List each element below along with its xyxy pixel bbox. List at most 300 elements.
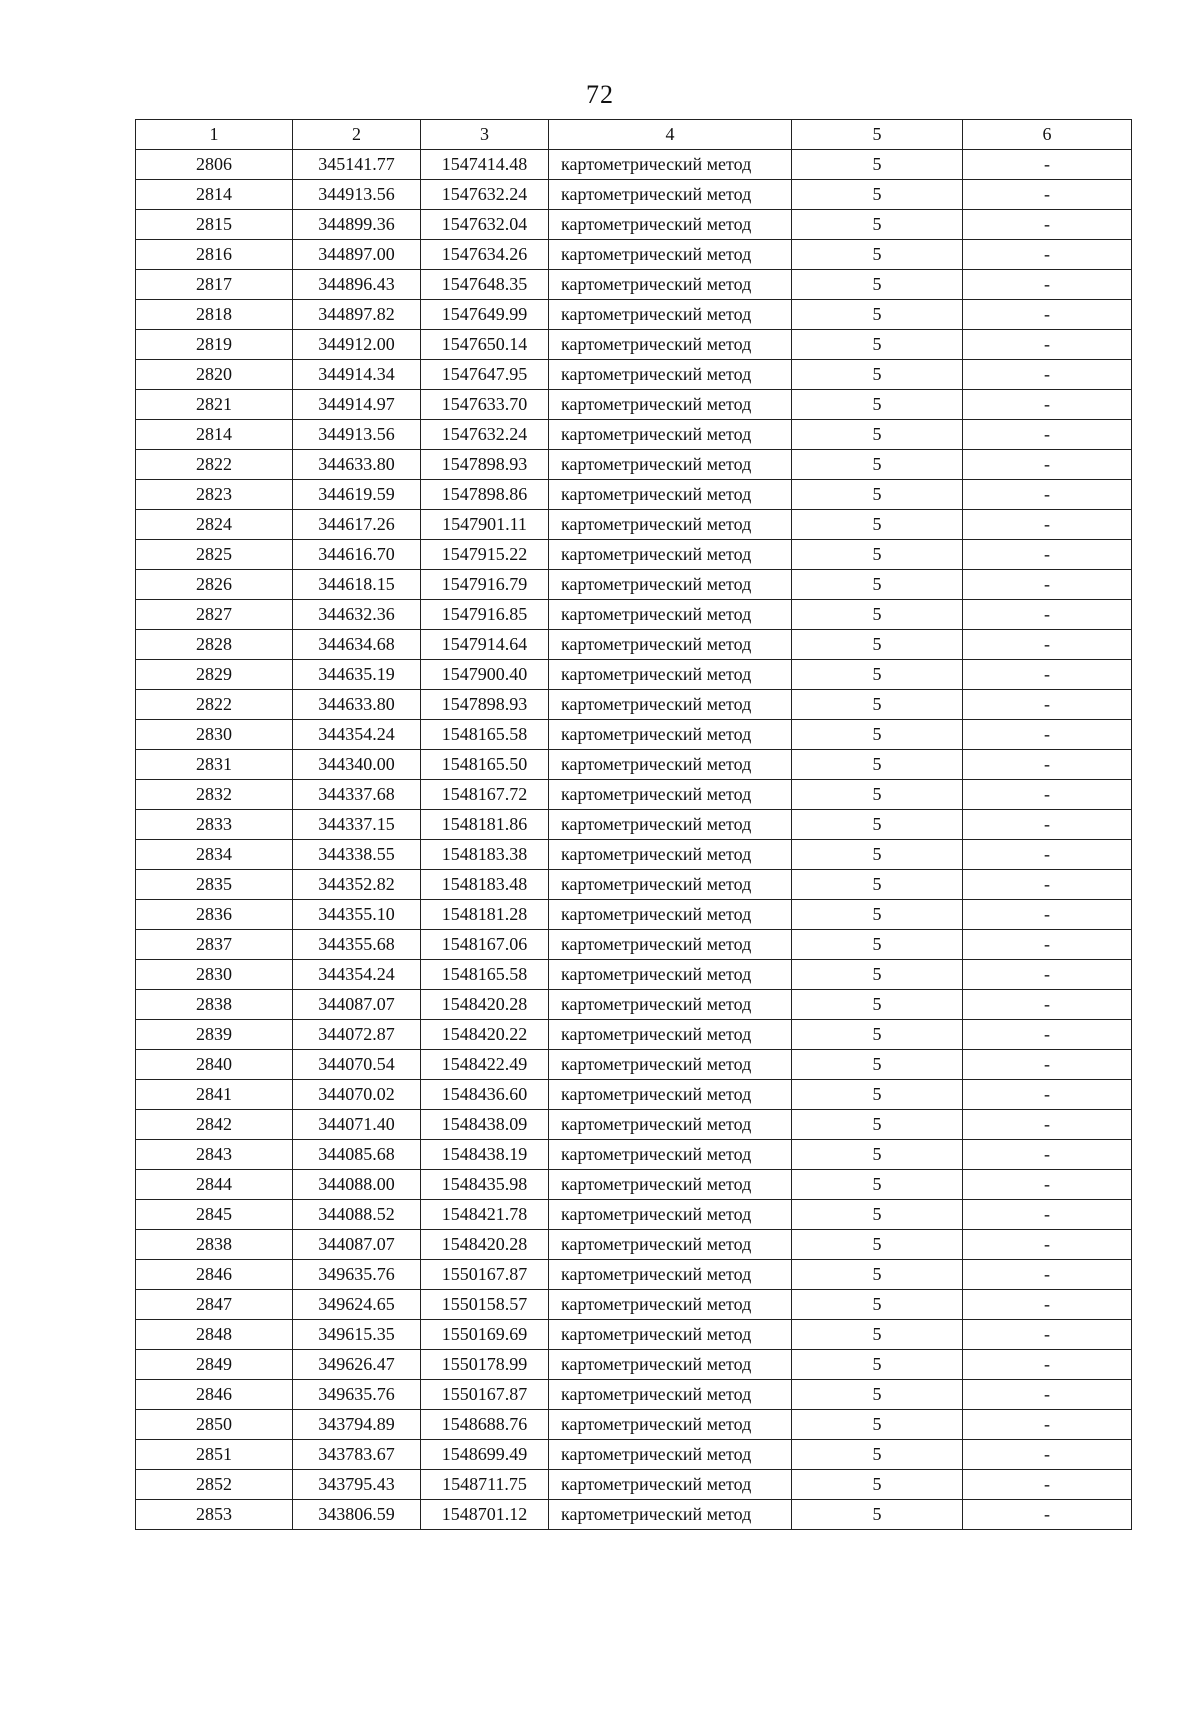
cell-accuracy: 5 — [792, 780, 963, 810]
cell-method: картометрический метод — [549, 450, 792, 480]
cell-note: - — [963, 330, 1132, 360]
cell-note: - — [963, 1230, 1132, 1260]
table-row — [136, 1200, 1132, 1230]
cell-x-coordinate: 349635.76 — [293, 1380, 421, 1410]
table-row — [136, 1500, 1132, 1530]
cell-x-coordinate: 344340.00 — [293, 750, 421, 780]
cell-x-coordinate: 344616.70 — [293, 540, 421, 570]
cell-y-coordinate: 1547898.93 — [421, 690, 549, 720]
cell-method: картометрический метод — [549, 1350, 792, 1380]
cell-note: - — [963, 750, 1132, 780]
cell-note: - — [963, 240, 1132, 270]
cell-point-number: 2828 — [136, 630, 293, 660]
cell-method: картометрический метод — [549, 1380, 792, 1410]
cell-method: картометрический метод — [549, 420, 792, 450]
cell-accuracy: 5 — [792, 1500, 963, 1530]
cell-y-coordinate: 1548181.28 — [421, 900, 549, 930]
cell-point-number: 2846 — [136, 1260, 293, 1290]
cell-accuracy: 5 — [792, 390, 963, 420]
cell-note: - — [963, 180, 1132, 210]
cell-y-coordinate: 1548435.98 — [421, 1170, 549, 1200]
cell-x-coordinate: 344088.52 — [293, 1200, 421, 1230]
cell-y-coordinate: 1548183.48 — [421, 870, 549, 900]
cell-accuracy: 5 — [792, 570, 963, 600]
cell-x-coordinate: 344070.02 — [293, 1080, 421, 1110]
cell-y-coordinate: 1548421.78 — [421, 1200, 549, 1230]
table-row — [136, 1350, 1132, 1380]
cell-x-coordinate: 344352.82 — [293, 870, 421, 900]
cell-accuracy: 5 — [792, 1350, 963, 1380]
cell-y-coordinate: 1548167.72 — [421, 780, 549, 810]
cell-point-number: 2837 — [136, 930, 293, 960]
table-row — [136, 1290, 1132, 1320]
cell-note: - — [963, 1290, 1132, 1320]
cell-accuracy: 5 — [792, 1290, 963, 1320]
cell-point-number: 2835 — [136, 870, 293, 900]
cell-y-coordinate: 1547414.48 — [421, 150, 549, 180]
cell-note: - — [963, 1350, 1132, 1380]
cell-point-number: 2842 — [136, 1110, 293, 1140]
cell-x-coordinate: 344355.68 — [293, 930, 421, 960]
cell-note: - — [963, 210, 1132, 240]
cell-accuracy: 5 — [792, 1140, 963, 1170]
cell-note: - — [963, 870, 1132, 900]
cell-y-coordinate: 1548688.76 — [421, 1410, 549, 1440]
cell-method: картометрический метод — [549, 150, 792, 180]
cell-method: картометрический метод — [549, 1260, 792, 1290]
cell-method: картометрический метод — [549, 1170, 792, 1200]
cell-x-coordinate: 349624.65 — [293, 1290, 421, 1320]
cell-note: - — [963, 810, 1132, 840]
cell-x-coordinate: 343794.89 — [293, 1410, 421, 1440]
cell-method: картометрический метод — [549, 690, 792, 720]
cell-point-number: 2843 — [136, 1140, 293, 1170]
cell-x-coordinate: 344897.82 — [293, 300, 421, 330]
table-row — [136, 1320, 1132, 1350]
cell-point-number: 2819 — [136, 330, 293, 360]
cell-accuracy: 5 — [792, 540, 963, 570]
cell-x-coordinate: 344087.07 — [293, 1230, 421, 1260]
cell-y-coordinate: 1547901.11 — [421, 510, 549, 540]
cell-accuracy: 5 — [792, 210, 963, 240]
column-header-4: 4 — [549, 120, 792, 150]
cell-accuracy: 5 — [792, 1410, 963, 1440]
cell-note: - — [963, 720, 1132, 750]
cell-x-coordinate: 344632.36 — [293, 600, 421, 630]
cell-method: картометрический метод — [549, 930, 792, 960]
cell-note: - — [963, 300, 1132, 330]
cell-method: картометрический метод — [549, 1470, 792, 1500]
cell-point-number: 2829 — [136, 660, 293, 690]
cell-note: - — [963, 1110, 1132, 1140]
cell-y-coordinate: 1547898.93 — [421, 450, 549, 480]
cell-note: - — [963, 420, 1132, 450]
cell-method: картометрический метод — [549, 240, 792, 270]
cell-note: - — [963, 780, 1132, 810]
cell-accuracy: 5 — [792, 300, 963, 330]
cell-x-coordinate: 344635.19 — [293, 660, 421, 690]
cell-note: - — [963, 1080, 1132, 1110]
cell-point-number: 2814 — [136, 420, 293, 450]
cell-accuracy: 5 — [792, 810, 963, 840]
cell-method: картометрический метод — [549, 900, 792, 930]
cell-accuracy: 5 — [792, 510, 963, 540]
table-row — [136, 150, 1132, 180]
table-row — [136, 600, 1132, 630]
cell-method: картометрический метод — [549, 540, 792, 570]
table-row — [136, 1140, 1132, 1170]
cell-accuracy: 5 — [792, 450, 963, 480]
cell-method: картометрический метод — [549, 840, 792, 870]
table-row — [136, 210, 1132, 240]
cell-method: картометрический метод — [549, 990, 792, 1020]
cell-point-number: 2830 — [136, 720, 293, 750]
cell-note: - — [963, 450, 1132, 480]
cell-x-coordinate: 344897.00 — [293, 240, 421, 270]
cell-method: картометрический метод — [549, 1440, 792, 1470]
cell-method: картометрический метод — [549, 960, 792, 990]
table-row — [136, 1050, 1132, 1080]
table-row — [136, 480, 1132, 510]
cell-point-number: 2852 — [136, 1470, 293, 1500]
table-row — [136, 360, 1132, 390]
cell-point-number: 2818 — [136, 300, 293, 330]
cell-method: картометрический метод — [549, 210, 792, 240]
cell-y-coordinate: 1548181.86 — [421, 810, 549, 840]
cell-note: - — [963, 660, 1132, 690]
cell-accuracy: 5 — [792, 720, 963, 750]
cell-x-coordinate: 349626.47 — [293, 1350, 421, 1380]
cell-method: картометрический метод — [549, 570, 792, 600]
cell-accuracy: 5 — [792, 630, 963, 660]
cell-x-coordinate: 344913.56 — [293, 180, 421, 210]
cell-method: картометрический метод — [549, 1200, 792, 1230]
cell-x-coordinate: 344070.54 — [293, 1050, 421, 1080]
cell-accuracy: 5 — [792, 1320, 963, 1350]
column-header-1: 1 — [136, 120, 293, 150]
cell-accuracy: 5 — [792, 1260, 963, 1290]
cell-x-coordinate: 344634.68 — [293, 630, 421, 660]
cell-method: картометрический метод — [549, 330, 792, 360]
cell-note: - — [963, 540, 1132, 570]
cell-point-number: 2844 — [136, 1170, 293, 1200]
table-row — [136, 240, 1132, 270]
table-row — [136, 750, 1132, 780]
cell-method: картометрический метод — [549, 720, 792, 750]
cell-x-coordinate: 344617.26 — [293, 510, 421, 540]
cell-accuracy: 5 — [792, 1050, 963, 1080]
cell-x-coordinate: 344633.80 — [293, 690, 421, 720]
column-header-2: 2 — [293, 120, 421, 150]
table-row — [136, 660, 1132, 690]
cell-method: картометрический метод — [549, 1500, 792, 1530]
cell-x-coordinate: 344072.87 — [293, 1020, 421, 1050]
cell-method: картометрический метод — [549, 780, 792, 810]
cell-point-number: 2840 — [136, 1050, 293, 1080]
cell-y-coordinate: 1548165.58 — [421, 720, 549, 750]
table-row — [136, 300, 1132, 330]
cell-x-coordinate: 344088.00 — [293, 1170, 421, 1200]
cell-point-number: 2806 — [136, 150, 293, 180]
cell-y-coordinate: 1550158.57 — [421, 1290, 549, 1320]
cell-y-coordinate: 1548711.75 — [421, 1470, 549, 1500]
cell-y-coordinate: 1547633.70 — [421, 390, 549, 420]
cell-point-number: 2822 — [136, 690, 293, 720]
cell-accuracy: 5 — [792, 930, 963, 960]
table-row — [136, 540, 1132, 570]
table-body — [136, 150, 1132, 1530]
cell-y-coordinate: 1548165.58 — [421, 960, 549, 990]
cell-point-number: 2817 — [136, 270, 293, 300]
cell-y-coordinate: 1548701.12 — [421, 1500, 549, 1530]
cell-y-coordinate: 1547915.22 — [421, 540, 549, 570]
cell-note: - — [963, 900, 1132, 930]
cell-method: картометрический метод — [549, 180, 792, 210]
table-header — [136, 120, 1132, 150]
cell-y-coordinate: 1548438.09 — [421, 1110, 549, 1140]
table-row — [136, 1230, 1132, 1260]
cell-x-coordinate: 345141.77 — [293, 150, 421, 180]
cell-note: - — [963, 1380, 1132, 1410]
cell-point-number: 2838 — [136, 1230, 293, 1260]
page-number: 72 — [586, 80, 614, 109]
cell-method: картометрический метод — [549, 1140, 792, 1170]
cell-y-coordinate: 1547914.64 — [421, 630, 549, 660]
cell-note: - — [963, 1260, 1132, 1290]
cell-point-number: 2823 — [136, 480, 293, 510]
cell-method: картометрический метод — [549, 1320, 792, 1350]
cell-point-number: 2825 — [136, 540, 293, 570]
cell-method: картометрический метод — [549, 360, 792, 390]
cell-accuracy: 5 — [792, 1110, 963, 1140]
cell-y-coordinate: 1547632.24 — [421, 420, 549, 450]
cell-note: - — [963, 1020, 1132, 1050]
cell-x-coordinate: 344085.68 — [293, 1140, 421, 1170]
table-row — [136, 690, 1132, 720]
cell-note: - — [963, 960, 1132, 990]
cell-point-number: 2848 — [136, 1320, 293, 1350]
cell-point-number: 2833 — [136, 810, 293, 840]
cell-point-number: 2815 — [136, 210, 293, 240]
cell-point-number: 2849 — [136, 1350, 293, 1380]
cell-y-coordinate: 1548436.60 — [421, 1080, 549, 1110]
cell-point-number: 2814 — [136, 180, 293, 210]
cell-x-coordinate: 344071.40 — [293, 1110, 421, 1140]
cell-y-coordinate: 1547647.95 — [421, 360, 549, 390]
cell-accuracy: 5 — [792, 1380, 963, 1410]
cell-note: - — [963, 1440, 1132, 1470]
cell-method: картометрический метод — [549, 750, 792, 780]
cell-method: картометрический метод — [549, 630, 792, 660]
cell-x-coordinate: 344914.34 — [293, 360, 421, 390]
cell-y-coordinate: 1550178.99 — [421, 1350, 549, 1380]
cell-y-coordinate: 1550167.87 — [421, 1260, 549, 1290]
column-header-5: 5 — [792, 120, 963, 150]
table-row — [136, 960, 1132, 990]
cell-point-number: 2820 — [136, 360, 293, 390]
cell-accuracy: 5 — [792, 180, 963, 210]
cell-y-coordinate: 1548167.06 — [421, 930, 549, 960]
cell-method: картометрический метод — [549, 810, 792, 840]
table-row — [136, 1260, 1132, 1290]
cell-note: - — [963, 840, 1132, 870]
cell-accuracy: 5 — [792, 480, 963, 510]
cell-point-number: 2827 — [136, 600, 293, 630]
cell-x-coordinate: 344337.15 — [293, 810, 421, 840]
cell-x-coordinate: 349615.35 — [293, 1320, 421, 1350]
table-row — [136, 1470, 1132, 1500]
table-row — [136, 450, 1132, 480]
cell-note: - — [963, 990, 1132, 1020]
cell-x-coordinate: 344912.00 — [293, 330, 421, 360]
cell-note: - — [963, 1500, 1132, 1530]
table-row — [136, 270, 1132, 300]
cell-accuracy: 5 — [792, 330, 963, 360]
cell-point-number: 2847 — [136, 1290, 293, 1320]
cell-y-coordinate: 1547650.14 — [421, 330, 549, 360]
cell-y-coordinate: 1547898.86 — [421, 480, 549, 510]
column-header-6: 6 — [963, 120, 1132, 150]
cell-note: - — [963, 150, 1132, 180]
cell-point-number: 2836 — [136, 900, 293, 930]
cell-accuracy: 5 — [792, 990, 963, 1020]
cell-y-coordinate: 1547900.40 — [421, 660, 549, 690]
cell-x-coordinate: 344087.07 — [293, 990, 421, 1020]
cell-y-coordinate: 1548420.22 — [421, 1020, 549, 1050]
cell-method: картометрический метод — [549, 1230, 792, 1260]
cell-note: - — [963, 930, 1132, 960]
cell-y-coordinate: 1548420.28 — [421, 1230, 549, 1260]
cell-method: картометрический метод — [549, 390, 792, 420]
cell-x-coordinate: 344354.24 — [293, 960, 421, 990]
table-row — [136, 780, 1132, 810]
cell-method: картометрический метод — [549, 1020, 792, 1050]
cell-method: картометрический метод — [549, 660, 792, 690]
cell-y-coordinate: 1550167.87 — [421, 1380, 549, 1410]
table-row — [136, 1440, 1132, 1470]
cell-point-number: 2832 — [136, 780, 293, 810]
table-row — [136, 1170, 1132, 1200]
cell-point-number: 2816 — [136, 240, 293, 270]
cell-note: - — [963, 1410, 1132, 1440]
cell-point-number: 2846 — [136, 1380, 293, 1410]
cell-accuracy: 5 — [792, 420, 963, 450]
cell-note: - — [963, 600, 1132, 630]
cell-x-coordinate: 344896.43 — [293, 270, 421, 300]
cell-x-coordinate: 344618.15 — [293, 570, 421, 600]
cell-point-number: 2830 — [136, 960, 293, 990]
cell-point-number: 2845 — [136, 1200, 293, 1230]
table-row — [136, 630, 1132, 660]
cell-x-coordinate: 344337.68 — [293, 780, 421, 810]
cell-x-coordinate: 344619.59 — [293, 480, 421, 510]
table-row — [136, 570, 1132, 600]
cell-accuracy: 5 — [792, 270, 963, 300]
cell-y-coordinate: 1547648.35 — [421, 270, 549, 300]
cell-accuracy: 5 — [792, 840, 963, 870]
coordinates-table — [135, 119, 1132, 1530]
cell-point-number: 2822 — [136, 450, 293, 480]
cell-point-number: 2839 — [136, 1020, 293, 1050]
cell-note: - — [963, 360, 1132, 390]
cell-method: картометрический метод — [549, 1080, 792, 1110]
cell-y-coordinate: 1547916.85 — [421, 600, 549, 630]
cell-note: - — [963, 390, 1132, 420]
table-row — [136, 420, 1132, 450]
cell-x-coordinate: 349635.76 — [293, 1260, 421, 1290]
cell-point-number: 2821 — [136, 390, 293, 420]
cell-y-coordinate: 1548438.19 — [421, 1140, 549, 1170]
cell-note: - — [963, 1170, 1132, 1200]
cell-method: картометрический метод — [549, 300, 792, 330]
cell-note: - — [963, 1140, 1132, 1170]
cell-point-number: 2850 — [136, 1410, 293, 1440]
cell-x-coordinate: 343806.59 — [293, 1500, 421, 1530]
table-row — [136, 810, 1132, 840]
cell-x-coordinate: 344633.80 — [293, 450, 421, 480]
cell-note: - — [963, 480, 1132, 510]
cell-method: картометрический метод — [549, 1290, 792, 1320]
cell-method: картометрический метод — [549, 1050, 792, 1080]
cell-point-number: 2838 — [136, 990, 293, 1020]
cell-method: картометрический метод — [549, 510, 792, 540]
cell-y-coordinate: 1550169.69 — [421, 1320, 549, 1350]
cell-note: - — [963, 630, 1132, 660]
table-row — [136, 1110, 1132, 1140]
table-row — [136, 390, 1132, 420]
cell-accuracy: 5 — [792, 150, 963, 180]
cell-accuracy: 5 — [792, 600, 963, 630]
cell-y-coordinate: 1548165.50 — [421, 750, 549, 780]
table-row — [136, 870, 1132, 900]
cell-note: - — [963, 510, 1132, 540]
cell-method: картометрический метод — [549, 1410, 792, 1440]
cell-x-coordinate: 344355.10 — [293, 900, 421, 930]
cell-note: - — [963, 270, 1132, 300]
cell-y-coordinate: 1547632.24 — [421, 180, 549, 210]
cell-method: картометрический метод — [549, 600, 792, 630]
table-row — [136, 510, 1132, 540]
cell-x-coordinate: 344899.36 — [293, 210, 421, 240]
cell-x-coordinate: 343795.43 — [293, 1470, 421, 1500]
cell-point-number: 2824 — [136, 510, 293, 540]
cell-y-coordinate: 1547916.79 — [421, 570, 549, 600]
cell-method: картометрический метод — [549, 480, 792, 510]
cell-note: - — [963, 690, 1132, 720]
cell-point-number: 2841 — [136, 1080, 293, 1110]
cell-accuracy: 5 — [792, 1200, 963, 1230]
cell-y-coordinate: 1547649.99 — [421, 300, 549, 330]
cell-x-coordinate: 343783.67 — [293, 1440, 421, 1470]
cell-accuracy: 5 — [792, 1230, 963, 1260]
cell-note: - — [963, 1320, 1132, 1350]
table-row — [136, 840, 1132, 870]
cell-point-number: 2834 — [136, 840, 293, 870]
column-header-3: 3 — [421, 120, 549, 150]
table-row — [136, 330, 1132, 360]
cell-y-coordinate: 1548699.49 — [421, 1440, 549, 1470]
cell-y-coordinate: 1547632.04 — [421, 210, 549, 240]
table-row — [136, 1020, 1132, 1050]
cell-method: картометрический метод — [549, 1110, 792, 1140]
cell-note: - — [963, 570, 1132, 600]
cell-method: картометрический метод — [549, 270, 792, 300]
cell-y-coordinate: 1548420.28 — [421, 990, 549, 1020]
table-row — [136, 720, 1132, 750]
cell-note: - — [963, 1050, 1132, 1080]
cell-method: картометрический метод — [549, 870, 792, 900]
table-row — [136, 1080, 1132, 1110]
